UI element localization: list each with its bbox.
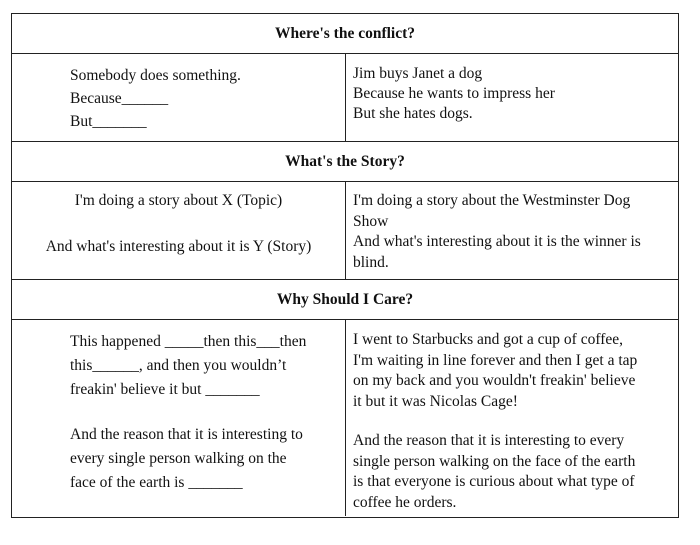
example-line: it but it was Nicolas Cage! [353, 392, 518, 410]
template-line: every single person walking on the [70, 450, 287, 467]
section-heading-care: Why Should I Care? [12, 280, 678, 320]
example-cell [346, 54, 678, 141]
section-heading-story: What's the Story? [12, 142, 678, 182]
template-line: But_______ [70, 113, 147, 130]
template-line: This happened _____then this___then [70, 333, 307, 350]
example-line: I'm waiting in line forever and then I get a tap [353, 351, 638, 369]
example-line: coffee he orders. [353, 493, 457, 511]
section-row-care [12, 320, 678, 516]
template-line: I'm doing a story about X (Topic) [74, 192, 283, 209]
template-line: freakin' believe it but _______ [70, 381, 260, 398]
section-row-story [12, 182, 678, 280]
example-line: Jim buys Janet a dog [353, 65, 483, 82]
example-line: Show [353, 212, 389, 230]
example-line: blind. [353, 253, 389, 271]
template-line: this______, and then you wouldn’t [70, 357, 287, 374]
example-line: Because he wants to impress her [353, 85, 555, 102]
section-heading-conflict: Where's the conflict? [12, 14, 678, 54]
template-cell [12, 182, 346, 279]
example-line: I'm doing a story about the Westminster Dog [353, 192, 631, 209]
example-line: single person walking on the face of the earth [353, 452, 636, 470]
template-line: And what's interesting about it is Y (Story) [45, 238, 312, 255]
template-line: face of the earth is _______ [70, 474, 243, 491]
section-row-conflict [12, 54, 678, 142]
example-line: on my back and you wouldn't freakin' believe [353, 372, 636, 389]
template-line: And the reason that it is interesting to [70, 426, 303, 443]
story-framework-table [11, 13, 679, 518]
template-line: Because______ [70, 90, 169, 107]
template-line: Somebody does something. [70, 67, 241, 84]
example-line: is that everyone is curious about what type of [353, 473, 635, 490]
example-cell [346, 320, 678, 516]
template-cell [12, 54, 346, 141]
example-line: I went to Starbucks and got a cup of coffee, [353, 331, 624, 348]
example-line: But she hates dogs. [353, 105, 473, 122]
template-cell [12, 320, 346, 516]
example-cell [346, 182, 678, 279]
example-line: And the reason that it is interesting to every [353, 432, 625, 449]
example-line: And what's interesting about it is the winner is [353, 233, 641, 250]
